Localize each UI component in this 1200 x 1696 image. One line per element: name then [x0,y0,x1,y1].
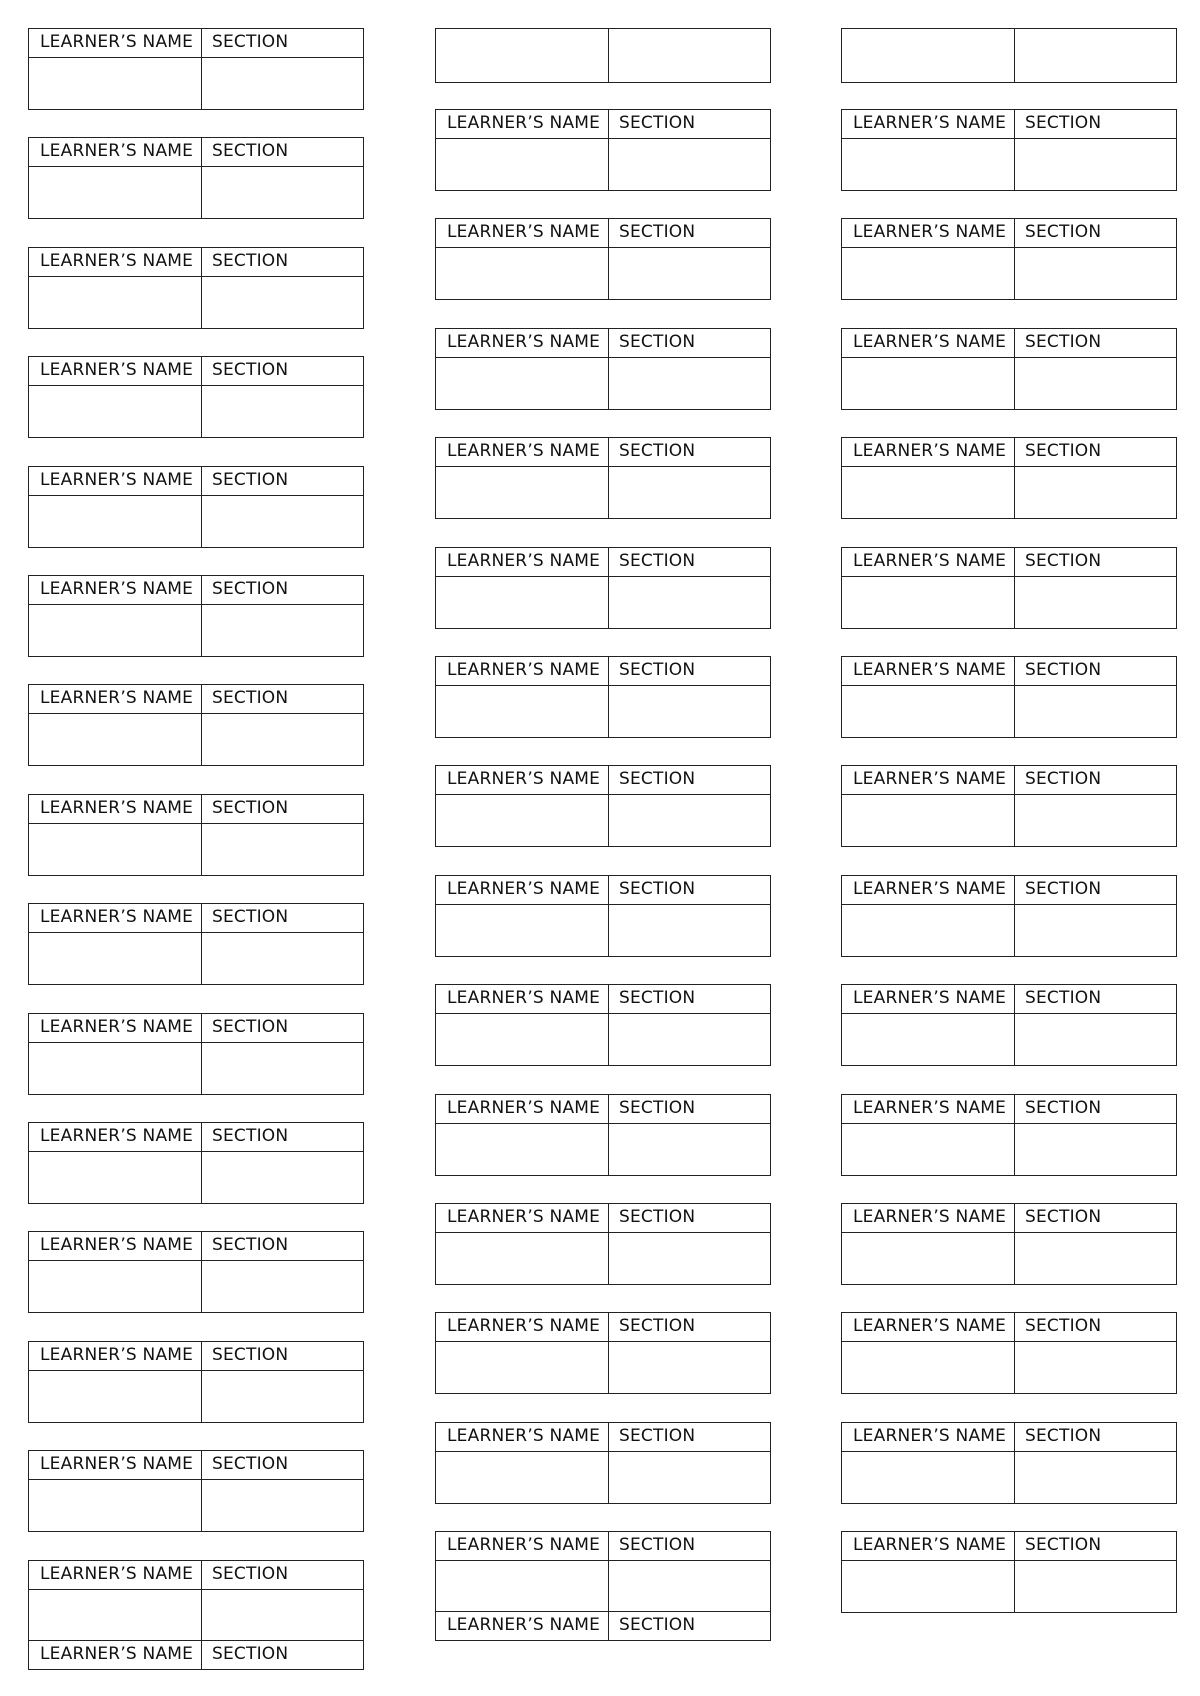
learners-name-field[interactable] [842,796,1014,846]
header-separator [842,685,1176,686]
label-card [28,137,364,219]
label-card [28,247,364,329]
learners-name-field[interactable] [842,140,1014,190]
learners-name-field[interactable] [436,1015,608,1065]
label-card [28,356,364,438]
header-separator [29,1589,363,1590]
section-header: SECTION [212,1126,289,1146]
section-header: SECTION [212,1017,289,1037]
header-separator [29,604,363,605]
learners-name-field[interactable] [29,497,201,547]
section-field[interactable] [1016,249,1176,299]
learners-name-field[interactable] [842,468,1014,518]
header-separator [436,685,770,686]
section-header: SECTION [212,907,289,927]
learners-name-header: LEARNER’S NAME [853,1426,1007,1446]
header-separator [29,57,363,58]
label-card [435,1422,771,1504]
section-field[interactable] [610,1343,770,1393]
learners-name-field[interactable] [436,687,608,737]
label-card [435,1094,771,1176]
section-header: SECTION [212,251,289,271]
label-card [28,1341,364,1423]
header-separator [29,713,363,714]
label-card-blank [841,28,1177,83]
section-field[interactable] [203,1262,363,1312]
learners-name-field[interactable] [842,249,1014,299]
section-field[interactable] [610,1562,770,1612]
learners-name-header: LEARNER’S NAME [853,660,1007,680]
section-field[interactable] [1016,687,1176,737]
header-separator [436,1013,770,1014]
learners-name-field[interactable] [436,1562,608,1612]
section-field[interactable] [610,140,770,190]
learners-name-field[interactable] [842,359,1014,409]
header-separator [29,823,363,824]
learners-name-field[interactable] [842,1015,1014,1065]
section-field[interactable] [1016,29,1176,82]
learners-name-field[interactable] [436,468,608,518]
learners-name-field[interactable] [436,1343,608,1393]
label-card [841,656,1177,738]
learners-name-field[interactable] [436,796,608,846]
learners-name-header: LEARNER’S NAME [853,332,1007,352]
header-separator [436,576,770,577]
learners-name-header: LEARNER’S NAME [447,441,601,461]
section-header: SECTION [619,1535,696,1555]
learners-name-header: LEARNER’S NAME [447,988,601,1008]
learners-name-header: LEARNER’S NAME [853,222,1007,242]
label-card-partial [28,1640,364,1670]
section-header: SECTION [212,470,289,490]
section-field[interactable] [1016,578,1176,628]
section-header: SECTION [212,1454,289,1474]
header-separator [842,794,1176,795]
section-field[interactable] [610,1125,770,1175]
learners-name-header: LEARNER’S NAME [40,1454,194,1474]
section-header: SECTION [1025,660,1102,680]
section-field[interactable] [610,1453,770,1503]
label-card [435,328,771,410]
learners-name-header: LEARNER’S NAME [447,332,601,352]
learners-name-header: LEARNER’S NAME [447,1615,601,1635]
learners-name-header: LEARNER’S NAME [853,551,1007,571]
header-separator [436,904,770,905]
learners-name-header: LEARNER’S NAME [853,1316,1007,1336]
section-header: SECTION [619,1098,696,1118]
section-field[interactable] [610,359,770,409]
learners-name-field[interactable] [29,1591,201,1641]
header-separator [842,466,1176,467]
section-field[interactable] [610,578,770,628]
label-card [841,1094,1177,1176]
header-separator [842,1341,1176,1342]
label-divider [1014,29,1015,82]
learners-name-field[interactable] [29,387,201,437]
learners-name-header: LEARNER’S NAME [853,1098,1007,1118]
header-separator [842,904,1176,905]
learners-name-header: LEARNER’S NAME [447,113,601,133]
section-field[interactable] [1016,140,1176,190]
learners-name-field[interactable] [29,934,201,984]
section-field[interactable] [1016,468,1176,518]
label-card [435,547,771,629]
learners-name-field[interactable] [842,29,1014,82]
section-field[interactable] [610,906,770,956]
section-field[interactable] [203,934,363,984]
label-card [28,1231,364,1313]
section-field[interactable] [203,278,363,328]
label-card [841,1531,1177,1613]
learners-name-field[interactable] [842,1234,1014,1284]
learners-name-header: LEARNER’S NAME [853,879,1007,899]
section-header: SECTION [1025,441,1102,461]
label-card [435,875,771,957]
section-header: SECTION [1025,113,1102,133]
learners-name-header: LEARNER’S NAME [447,222,601,242]
header-separator [29,1042,363,1043]
learners-name-header: LEARNER’S NAME [447,879,601,899]
label-card [841,984,1177,1066]
section-header: SECTION [1025,551,1102,571]
learners-name-header: LEARNER’S NAME [40,1126,194,1146]
label-card [28,28,364,110]
section-header: SECTION [619,988,696,1008]
section-field[interactable] [1016,1453,1176,1503]
header-separator [842,1451,1176,1452]
section-field[interactable] [1016,796,1176,846]
section-header: SECTION [619,222,696,242]
section-field[interactable] [610,249,770,299]
section-header: SECTION [619,660,696,680]
header-separator [29,932,363,933]
header-separator [842,1560,1176,1561]
header-separator [29,495,363,496]
label-card [841,437,1177,519]
section-header: SECTION [619,441,696,461]
section-header: SECTION [1025,1207,1102,1227]
section-header: SECTION [212,1564,289,1584]
learners-name-header: LEARNER’S NAME [40,1017,194,1037]
header-separator [29,1260,363,1261]
header-separator [436,1341,770,1342]
label-card [28,794,364,876]
section-field[interactable] [203,825,363,875]
learners-name-field[interactable] [29,715,201,765]
learners-name-field[interactable] [29,1153,201,1203]
learners-name-header: LEARNER’S NAME [447,769,601,789]
section-header: SECTION [1025,1535,1102,1555]
section-field[interactable] [203,497,363,547]
header-separator [842,576,1176,577]
section-header: SECTION [1025,769,1102,789]
header-separator [436,1451,770,1452]
learners-name-field[interactable] [29,1481,201,1531]
section-header: SECTION [619,551,696,571]
learners-name-field[interactable] [436,906,608,956]
learners-name-header: LEARNER’S NAME [447,1207,601,1227]
section-field[interactable] [610,796,770,846]
label-card [435,765,771,847]
learners-name-field[interactable] [436,140,608,190]
section-field[interactable] [203,1481,363,1531]
section-field[interactable] [203,606,363,656]
label-card [28,684,364,766]
section-header: SECTION [212,32,289,52]
section-field[interactable] [610,1015,770,1065]
section-header: SECTION [1025,988,1102,1008]
section-field[interactable] [1016,1234,1176,1284]
label-card [435,1203,771,1285]
header-separator [29,166,363,167]
section-field[interactable] [1016,1015,1176,1065]
header-separator [436,357,770,358]
learners-name-header: LEARNER’S NAME [853,988,1007,1008]
section-header: SECTION [619,113,696,133]
learners-name-header: LEARNER’S NAME [40,579,194,599]
section-header: SECTION [619,1426,696,1446]
header-separator [29,1479,363,1480]
section-field[interactable] [1016,359,1176,409]
learners-name-header: LEARNER’S NAME [40,141,194,161]
label-card [28,466,364,548]
section-header: SECTION [212,141,289,161]
section-header: SECTION [212,1235,289,1255]
section-header: SECTION [1025,1316,1102,1336]
section-field[interactable] [610,687,770,737]
learners-name-header: LEARNER’S NAME [447,660,601,680]
section-field[interactable] [203,715,363,765]
section-field[interactable] [1016,1343,1176,1393]
learners-name-header: LEARNER’S NAME [40,688,194,708]
label-card [841,765,1177,847]
section-header: SECTION [1025,332,1102,352]
learners-name-field[interactable] [842,1562,1014,1612]
header-separator [29,1151,363,1152]
label-card [435,1531,771,1613]
section-field[interactable] [1016,1562,1176,1612]
header-separator [29,276,363,277]
section-header: SECTION [619,1316,696,1336]
learners-name-header: LEARNER’S NAME [853,1535,1007,1555]
section-header: SECTION [1025,879,1102,899]
learners-name-field[interactable] [436,1453,608,1503]
learners-name-header: LEARNER’S NAME [447,1098,601,1118]
learners-name-field[interactable] [29,1372,201,1422]
header-separator [842,1123,1176,1124]
header-separator [29,385,363,386]
section-field[interactable] [610,29,770,82]
section-field[interactable] [203,1372,363,1422]
learners-name-field[interactable] [842,687,1014,737]
section-header: SECTION [619,332,696,352]
learners-name-field[interactable] [436,249,608,299]
label-card [435,984,771,1066]
learners-name-header: LEARNER’S NAME [40,360,194,380]
section-header: SECTION [1025,1098,1102,1118]
learners-name-header: LEARNER’S NAME [447,1316,601,1336]
learners-name-field[interactable] [29,168,201,218]
learners-name-header: LEARNER’S NAME [853,113,1007,133]
section-header: SECTION [619,879,696,899]
learners-name-header: LEARNER’S NAME [40,1564,194,1584]
section-header: SECTION [212,579,289,599]
learners-name-header: LEARNER’S NAME [447,1426,601,1446]
learners-name-field[interactable] [436,1234,608,1284]
header-separator [842,1013,1176,1014]
learners-name-header: LEARNER’S NAME [40,470,194,490]
learners-name-field[interactable] [29,59,201,109]
learners-name-header: LEARNER’S NAME [40,251,194,271]
learners-name-header: LEARNER’S NAME [853,1207,1007,1227]
header-separator [842,1232,1176,1233]
label-card [28,903,364,985]
learners-name-field[interactable] [842,1343,1014,1393]
header-separator [29,1370,363,1371]
learners-name-field[interactable] [436,578,608,628]
label-card [841,1203,1177,1285]
label-card [841,109,1177,191]
learners-name-header: LEARNER’S NAME [40,1235,194,1255]
learners-name-field[interactable] [842,1125,1014,1175]
section-header: SECTION [619,769,696,789]
section-header: SECTION [212,1644,289,1664]
section-field[interactable] [1016,906,1176,956]
learners-name-field[interactable] [29,1262,201,1312]
section-field[interactable] [203,59,363,109]
learners-name-field[interactable] [436,359,608,409]
section-header: SECTION [212,1345,289,1365]
label-card [28,1122,364,1204]
learners-name-header: LEARNER’S NAME [447,551,601,571]
label-card [841,875,1177,957]
section-header: SECTION [1025,1426,1102,1446]
learners-name-header: LEARNER’S NAME [40,1345,194,1365]
section-field[interactable] [203,1044,363,1094]
label-card [435,218,771,300]
learners-name-header: LEARNER’S NAME [447,1535,601,1555]
label-divider [608,29,609,82]
section-header: SECTION [619,1615,696,1635]
section-header: SECTION [212,360,289,380]
label-card-blank [435,28,771,83]
section-field[interactable] [610,468,770,518]
header-separator [436,466,770,467]
learners-name-field[interactable] [842,578,1014,628]
learners-name-header: LEARNER’S NAME [40,907,194,927]
learners-name-field[interactable] [29,606,201,656]
learners-name-field[interactable] [29,1044,201,1094]
header-separator [842,247,1176,248]
learners-name-field[interactable] [436,1125,608,1175]
label-card-partial [435,1611,771,1641]
header-separator [436,1232,770,1233]
label-card [435,109,771,191]
header-separator [436,794,770,795]
header-separator [842,357,1176,358]
label-card [435,656,771,738]
label-card [28,1450,364,1532]
header-separator [436,1123,770,1124]
section-header: SECTION [1025,222,1102,242]
label-card [435,437,771,519]
label-card [841,1422,1177,1504]
section-header: SECTION [212,688,289,708]
section-field[interactable] [203,1591,363,1641]
label-card [435,1312,771,1394]
learners-name-field[interactable] [29,278,201,328]
header-separator [436,1560,770,1561]
learners-name-header: LEARNER’S NAME [853,441,1007,461]
section-field[interactable] [203,1153,363,1203]
header-separator [436,138,770,139]
header-separator [436,247,770,248]
learners-name-field[interactable] [842,906,1014,956]
label-card [841,218,1177,300]
header-separator [842,138,1176,139]
learners-name-header: LEARNER’S NAME [40,798,194,818]
learners-name-header: LEARNER’S NAME [40,32,194,52]
learners-name-header: LEARNER’S NAME [40,1644,194,1664]
label-card [841,328,1177,410]
label-card [28,1013,364,1095]
section-field[interactable] [203,387,363,437]
label-card [28,575,364,657]
label-card [841,547,1177,629]
section-field[interactable] [1016,1125,1176,1175]
learners-name-header: LEARNER’S NAME [853,769,1007,789]
section-header: SECTION [619,1207,696,1227]
label-card [841,1312,1177,1394]
learners-name-field[interactable] [436,29,608,82]
section-field[interactable] [203,168,363,218]
section-field[interactable] [610,1234,770,1284]
learners-name-field[interactable] [29,825,201,875]
learners-name-field[interactable] [842,1453,1014,1503]
section-header: SECTION [212,798,289,818]
label-card [28,1560,364,1642]
